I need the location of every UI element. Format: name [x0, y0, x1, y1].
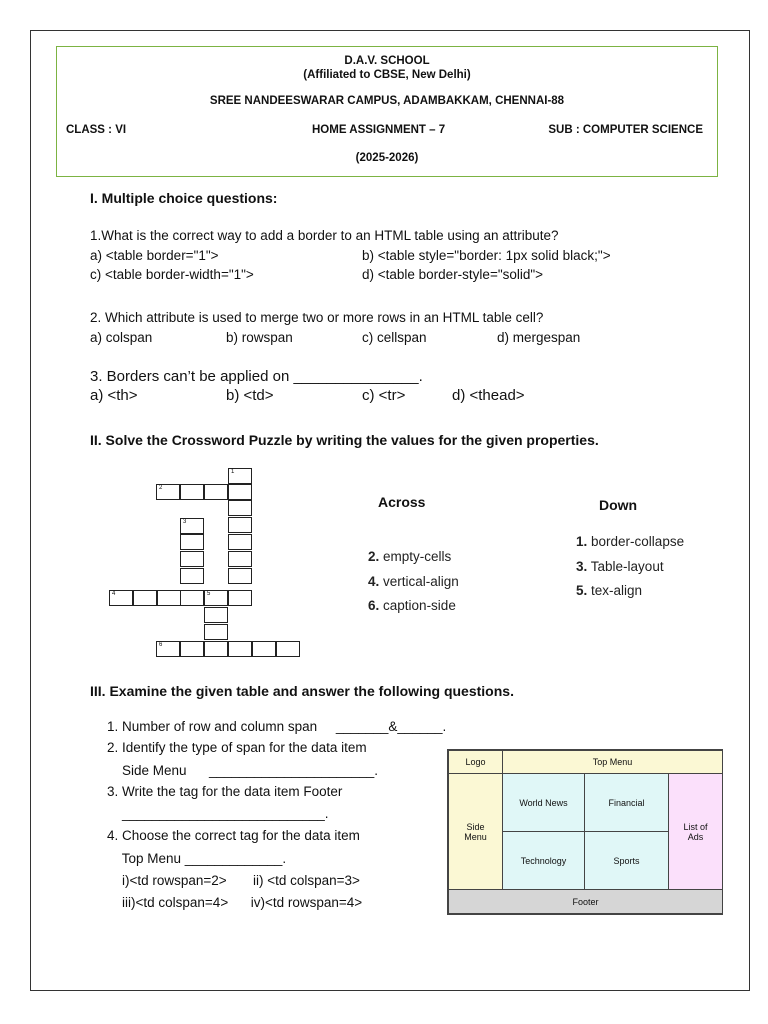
campus: SREE NANDEESWARAR CAMPUS, ADAMBAKKAM, CHENNAI-88	[209, 95, 565, 107]
crossword-cell[interactable]	[228, 641, 252, 657]
crossword-cell[interactable]: 6	[156, 641, 180, 657]
s3-q4-answer: Top Menu _____________.	[107, 851, 287, 866]
affiliation: (Affiliated to CBSE, New Delhi)	[303, 69, 471, 81]
q3-option-c: c) <tr>	[362, 387, 406, 404]
crossword-cell[interactable]	[228, 484, 252, 500]
q1-option-d: d) <table border-style="solid">	[362, 267, 544, 282]
crossword-cell[interactable]	[204, 624, 228, 640]
across-clue-2: 2. empty-cells	[368, 549, 452, 564]
across-clue-6: 6. caption-side	[368, 598, 456, 613]
crossword-cell[interactable]	[180, 551, 204, 567]
q2-text: 2. Which attribute is used to merge two or more rows in an HTML table cell?	[90, 310, 544, 325]
cell-side-menu: Side Menu	[448, 773, 503, 890]
section3-title: III. Examine the given table and answer the following questions.	[90, 683, 514, 699]
crossword-cell[interactable]	[180, 484, 204, 500]
crossword-cell[interactable]	[204, 484, 228, 500]
crossword-cell[interactable]	[133, 590, 157, 606]
down-heading: Down	[599, 497, 638, 513]
crossword-cell[interactable]	[228, 590, 252, 606]
across-clue-4: 4. vertical-align	[368, 574, 459, 589]
s3-q4-options-2: iii)<td colspan=4> iv)<td rowspan=4>	[107, 895, 363, 910]
crossword-cell[interactable]	[228, 517, 252, 533]
q2-option-b: b) rowspan	[226, 330, 293, 345]
q3-option-d: d) <thead>	[452, 387, 525, 404]
crossword-cell[interactable]: 3	[180, 518, 204, 534]
cell-technology: Technology	[502, 831, 585, 890]
crossword-cell[interactable]	[204, 607, 228, 623]
s3-q4-options-1: i)<td rowspan=2> ii) <td colspan=3>	[107, 873, 360, 888]
s3-q1: 1. Number of row and column span _______&______.	[107, 719, 447, 734]
cell-top-menu: Top Menu	[502, 750, 723, 774]
subject-label: SUB : COMPUTER SCIENCE	[548, 124, 703, 136]
q2-option-a: a) colspan	[90, 330, 153, 345]
crossword-cell[interactable]: 4	[109, 590, 133, 606]
crossword-cell[interactable]	[180, 641, 204, 657]
crossword-cell[interactable]	[180, 568, 204, 584]
q1-option-a: a) <table border="1">	[90, 248, 219, 263]
cell-list-of-ads: List of Ads	[668, 773, 723, 890]
q1-option-b: b) <table style="border: 1px solid black;">	[362, 248, 611, 263]
crossword-cell[interactable]	[180, 590, 204, 606]
q3-option-b: b) <td>	[226, 387, 274, 404]
crossword-cell[interactable]	[228, 551, 252, 567]
q3-option-a: a) <th>	[90, 387, 138, 404]
academic-year: (2025-2026)	[355, 152, 419, 164]
layout-table	[447, 749, 723, 915]
down-clue-3: 3. Table-layout	[576, 559, 664, 574]
crossword-cell[interactable]	[180, 534, 204, 550]
crossword-cell[interactable]: 2	[156, 484, 180, 500]
crossword-cell[interactable]	[228, 568, 252, 584]
q1-option-c: c) <table border-width="1">	[90, 267, 254, 282]
cell-financial: Financial	[584, 773, 669, 832]
class-label: CLASS : VI	[66, 124, 127, 136]
q3-text: 3. Borders can’t be applied on _______________.	[90, 368, 423, 385]
s3-q2-answer: Side Menu ______________________.	[107, 763, 378, 778]
section1-title: I. Multiple choice questions:	[90, 190, 278, 206]
q1-text: 1.What is the correct way to add a border to an HTML table using an attribute?	[90, 228, 559, 243]
crossword-cell[interactable]	[157, 590, 181, 606]
cell-footer: Footer	[448, 889, 723, 914]
cell-sports: Sports	[584, 831, 669, 890]
crossword-cell[interactable]	[228, 534, 252, 550]
down-clue-5: 5. tex-align	[576, 583, 643, 598]
cell-logo: Logo	[448, 750, 503, 774]
crossword-cell[interactable]	[204, 641, 228, 657]
s3-q3-text: 3. Write the tag for the data item Footer	[107, 784, 343, 799]
q2-option-d: d) mergespan	[497, 330, 581, 345]
school-name: D.A.V. SCHOOL	[344, 55, 430, 67]
crossword-cell[interactable]	[228, 500, 252, 516]
section2-title: II. Solve the Crossword Puzzle by writing the values for the given properties.	[90, 432, 599, 448]
q2-option-c: c) cellspan	[362, 330, 427, 345]
cell-world-news: World News	[502, 773, 585, 832]
s3-q4-text: 4. Choose the correct tag for the data item	[107, 828, 360, 843]
crossword-cell[interactable]	[276, 641, 300, 657]
crossword-cell[interactable]	[252, 641, 276, 657]
crossword-cell[interactable]: 1	[228, 468, 252, 484]
s3-q2-text: 2. Identify the type of span for the data item	[107, 740, 367, 755]
crossword-cell[interactable]: 5	[204, 590, 228, 606]
assignment-title: HOME ASSIGNMENT – 7	[312, 124, 446, 136]
down-clue-1: 1. border-collapse	[576, 534, 685, 549]
s3-q3-answer: ___________________________.	[107, 806, 329, 821]
header-box	[56, 46, 718, 177]
across-heading: Across	[378, 494, 426, 510]
